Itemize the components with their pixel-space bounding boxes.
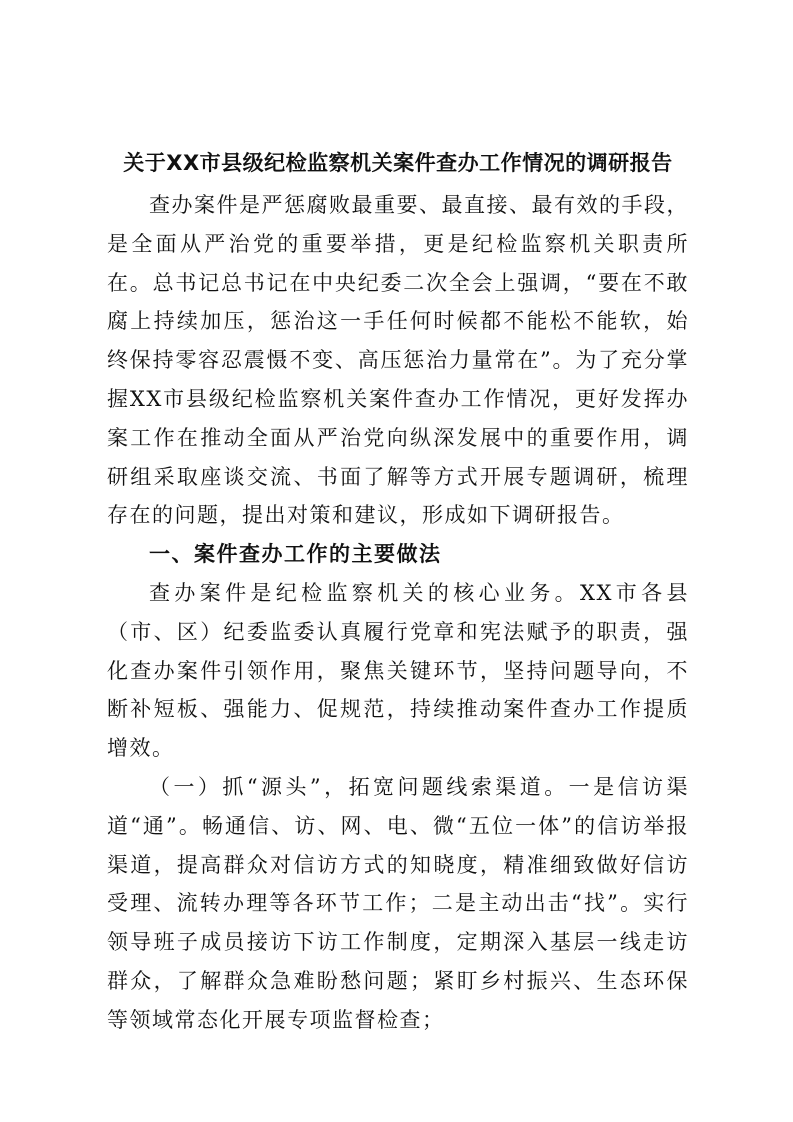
section-paragraph: 查办案件是纪检监察机关的核心业务。XX市各县（市、区）纪委监委认真履行党章和宪法赋予的职责，强化查办案件引领作用，聚焦关键环节，坚持问题导向，不断补短板、强能力、促规范，持续推动案件查办工作提质增效。 <box>107 580 689 761</box>
section-heading: 一、案件查办工作的主要做法 <box>149 542 442 567</box>
document-body <box>107 148 689 1040</box>
section-paragraph: （一）抓“源头”，拓宽问题线索渠道。一是信访渠道“通”。畅通信、访、网、电、微“五位一体”的信访举报渠道，提高群众对信访方式的知晓度，精准细致做好信访受理、流转办理等各环节工作；二是主动出击“找”。实行领导班子成员接访下访工作制度，定期深入基层一线走访群众，了解群众急难盼愁问题；紧盯乡村振兴、生态环保等领域常态化开展专项监督检查； <box>107 774 689 1032</box>
document-title: 关于XX市县级纪检监察机关案件查办工作情况的调研报告 <box>123 151 673 175</box>
intro-paragraph: 查办案件是严惩腐败最重要、最直接、最有效的手段，是全面从严治党的重要举措，更是纪检监察机关职责所在。总书记总书记在中央纪委二次全会上强调，“要在不敢腐上持续加压，惩治这一手任何时候都不能松不能软，始终保持零容忍震慑不变、高压惩治力量常在”。为了充分掌握XX市县级纪检监察机关案件查办工作情况，更好发挥办案工作在推动全面从严治党向纵深发展中的重要作用，调研组采取座谈交流、书面了解等方式开展专题调研，梳理存在的问题，提出对策和建议，形成如下调研报告。 <box>107 193 689 528</box>
